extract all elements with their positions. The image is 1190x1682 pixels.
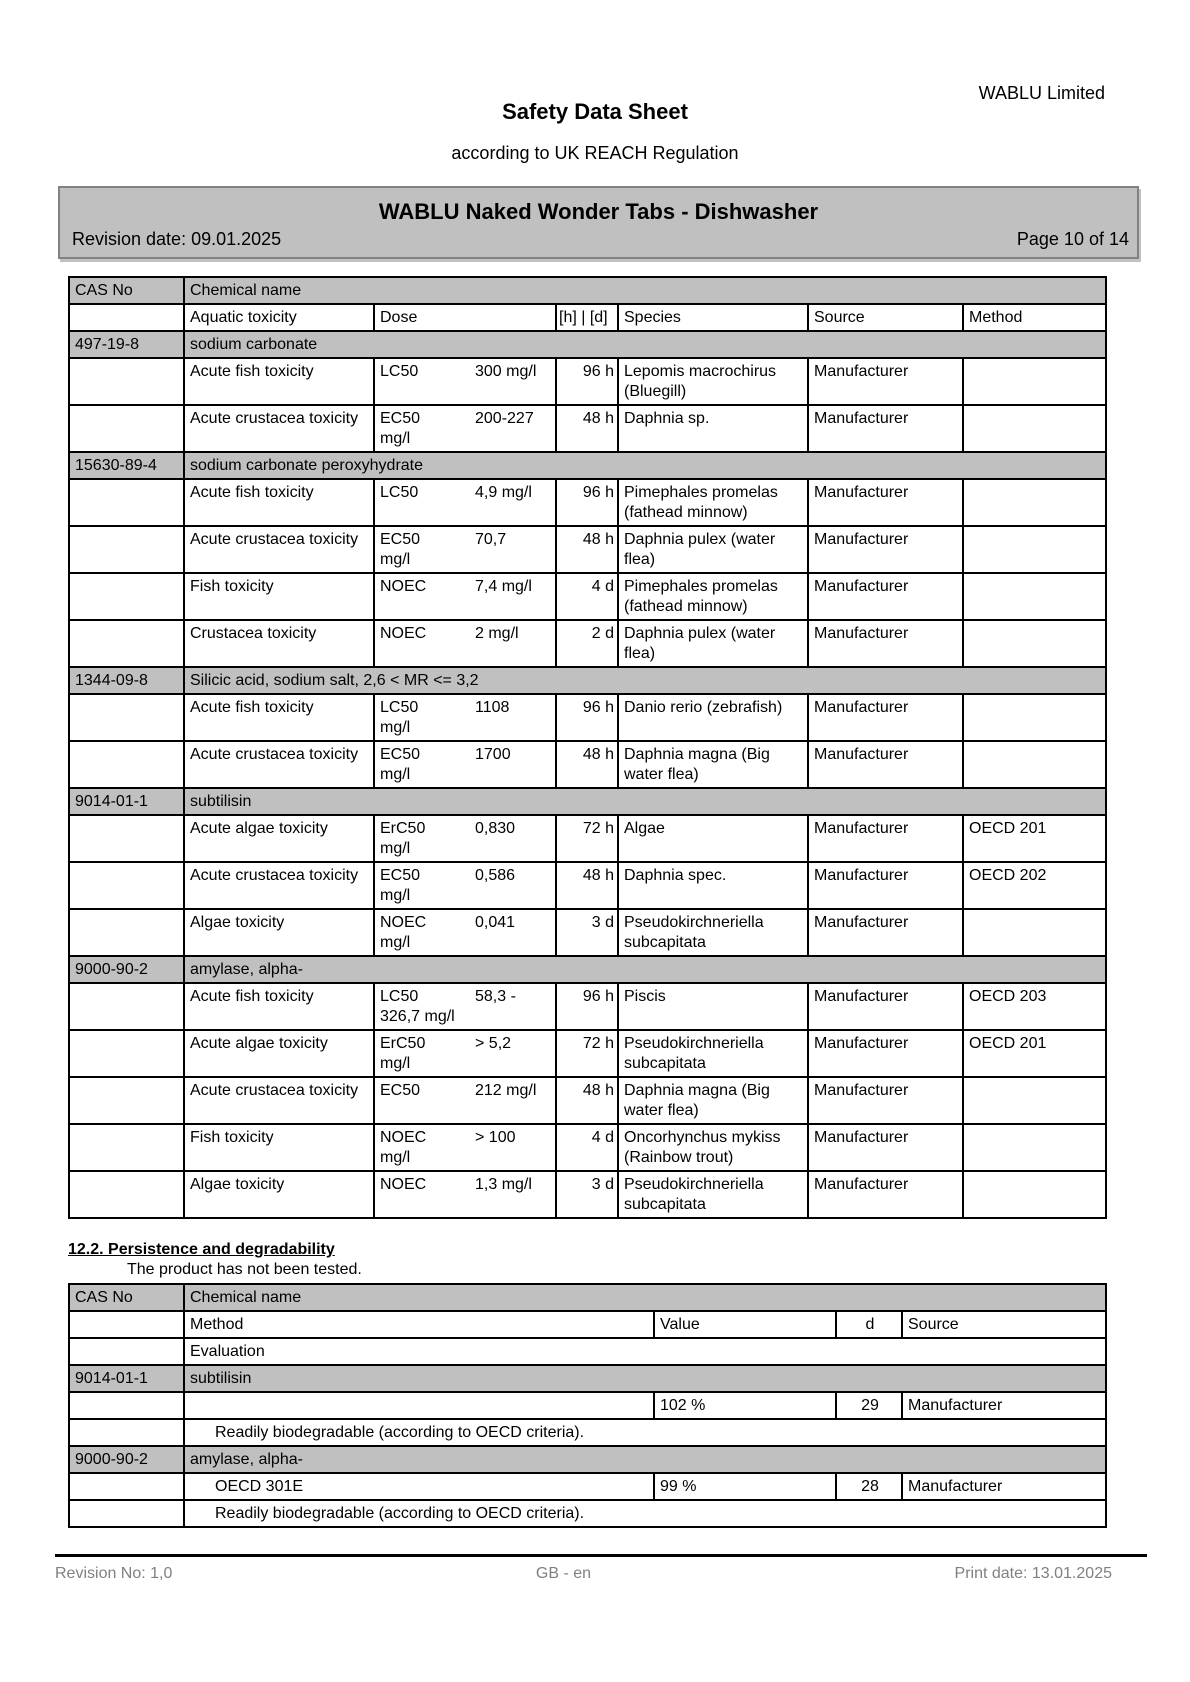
- substance-name: amylase, alpha-: [184, 956, 1106, 983]
- toxicity-data-row: [69, 620, 1106, 667]
- days-column-header: d: [836, 1311, 902, 1338]
- toxicity-type: Acute fish toxicity: [184, 479, 374, 526]
- cas-empty-cell: [69, 358, 184, 405]
- chemical-name-header: Chemical name: [184, 277, 1106, 304]
- test-method: OECD 201: [963, 1030, 1106, 1077]
- species: Pseudokirchneriella subcapitata: [618, 1171, 808, 1218]
- language-code: GB - en: [535, 1565, 592, 1582]
- species: Danio rerio (zebrafish): [618, 694, 808, 741]
- dose-cell: NOEC 7,4 mg/l: [374, 573, 556, 620]
- substance-name: subtilisin: [184, 1365, 1106, 1392]
- test-method: [963, 1124, 1106, 1171]
- substance-name: amylase, alpha-: [184, 1446, 1106, 1473]
- dose-cell: EC50 212 mg/l: [374, 1077, 556, 1124]
- species: Daphnia spec.: [618, 862, 808, 909]
- exposure-time: 3 d: [556, 909, 618, 956]
- method: [184, 1392, 654, 1419]
- exposure-time: 96 h: [556, 694, 618, 741]
- species: Daphnia magna (Big water flea): [618, 1077, 808, 1124]
- exposure-time: 48 h: [556, 1077, 618, 1124]
- substance-section-row: [69, 956, 1106, 983]
- exposure-time: 2 d: [556, 620, 618, 667]
- species-column-header: Species: [618, 304, 808, 331]
- cas-empty-cell: [69, 620, 184, 667]
- exposure-time: 96 h: [556, 479, 618, 526]
- test-method: [963, 573, 1106, 620]
- revision-number: Revision No: 1,0: [55, 1565, 173, 1582]
- dose-cell: LC50 4,9 mg/l: [374, 479, 556, 526]
- toxicity-data-row: [69, 862, 1106, 909]
- species: Piscis: [618, 983, 808, 1030]
- table-subheader-row: [69, 304, 1106, 331]
- cas-empty-cell: [69, 694, 184, 741]
- table-subheader-row: [69, 1311, 1106, 1338]
- substance-name: Silicic acid, sodium salt, 2,6 < MR <= 3,2: [184, 667, 1106, 694]
- product-name: WABLU Naked Wonder Tabs - Dishwasher: [378, 199, 819, 224]
- value-column-header: Value: [654, 1311, 836, 1338]
- dose-column-header: Dose: [374, 304, 556, 331]
- substance-name: sodium carbonate: [184, 331, 1106, 358]
- exposure-time: 48 h: [556, 405, 618, 452]
- dose-cell: NOEC 0,041 mg/l: [374, 909, 556, 956]
- cas-number: 15630-89-4: [69, 452, 184, 479]
- exposure-time: 48 h: [556, 862, 618, 909]
- source: Manufacturer: [808, 358, 963, 405]
- section-12-2-heading: 12.2. Persistence and degradability: [68, 1241, 335, 1258]
- toxicity-type: Algae toxicity: [184, 1171, 374, 1218]
- cas-empty-cell: [69, 909, 184, 956]
- cas-empty-cell: [69, 573, 184, 620]
- test-method: OECD 202: [963, 862, 1106, 909]
- document-subtitle: according to UK REACH Regulation: [451, 143, 739, 163]
- days: 29: [836, 1392, 902, 1419]
- substance-section-row: [69, 1446, 1106, 1473]
- toxicity-type: Acute algae toxicity: [184, 1030, 374, 1077]
- exposure-time: 3 d: [556, 1171, 618, 1218]
- cas-empty-cell: [69, 1124, 184, 1171]
- source-column-header: Source: [902, 1311, 1106, 1338]
- revision-date: Revision date: 09.01.2025: [72, 229, 282, 249]
- cas-empty-cell: [69, 741, 184, 788]
- toxicity-type: Acute crustacea toxicity: [184, 526, 374, 573]
- toxicity-data-row: [69, 1030, 1106, 1077]
- cas-empty-cell: [69, 405, 184, 452]
- source: Manufacturer: [808, 1077, 963, 1124]
- toxicity-type: Acute crustacea toxicity: [184, 741, 374, 788]
- cas-empty-cell: [69, 983, 184, 1030]
- species: Pimephales promelas (fathead minnow): [618, 479, 808, 526]
- toxicity-type: Acute crustacea toxicity: [184, 405, 374, 452]
- toxicity-data-row: [69, 1124, 1106, 1171]
- source: Manufacturer: [808, 1171, 963, 1218]
- exposure-time: 4 d: [556, 1124, 618, 1171]
- degradability-data-row: [69, 1473, 1106, 1500]
- exposure-time: 72 h: [556, 1030, 618, 1077]
- toxicity-type: Acute fish toxicity: [184, 358, 374, 405]
- source: Manufacturer: [902, 1392, 1106, 1419]
- toxicity-data-row: [69, 526, 1106, 573]
- substance-section-row: [69, 1365, 1106, 1392]
- test-method: [963, 479, 1106, 526]
- species: Daphnia pulex (water flea): [618, 620, 808, 667]
- substance-section-row: [69, 331, 1106, 358]
- document-title: Safety Data Sheet: [502, 99, 688, 124]
- cas-empty-cell: [69, 1311, 184, 1338]
- dose-cell: NOEC > 100 mg/l: [374, 1124, 556, 1171]
- species: Daphnia magna (Big water flea): [618, 741, 808, 788]
- species: Daphnia pulex (water flea): [618, 526, 808, 573]
- test-method: [963, 1077, 1106, 1124]
- dose-cell: EC50 1700 mg/l: [374, 741, 556, 788]
- cas-empty-cell: [69, 815, 184, 862]
- test-method: [963, 694, 1106, 741]
- source: Manufacturer: [808, 479, 963, 526]
- source: Manufacturer: [808, 983, 963, 1030]
- toxicity-type: Fish toxicity: [184, 1124, 374, 1171]
- exposure-time: 4 d: [556, 573, 618, 620]
- source: Manufacturer: [808, 620, 963, 667]
- dose-cell: EC50 200-227 mg/l: [374, 405, 556, 452]
- company-name: WABLU Limited: [978, 83, 1105, 103]
- test-method: [963, 741, 1106, 788]
- toxicity-type: Algae toxicity: [184, 909, 374, 956]
- section-12-2-note: The product has not been tested.: [127, 1261, 362, 1278]
- dose-cell: EC50 70,7 mg/l: [374, 526, 556, 573]
- table-header-row: [69, 1284, 1106, 1311]
- aquatic-toxicity-table: [68, 276, 1107, 1219]
- test-method: [963, 405, 1106, 452]
- source: Manufacturer: [808, 741, 963, 788]
- test-method: [963, 909, 1106, 956]
- species: Oncorhynchus mykiss (Rainbow trout): [618, 1124, 808, 1171]
- method-column-header: Method: [184, 1311, 654, 1338]
- cas-empty-cell: [69, 1419, 184, 1446]
- source: Manufacturer: [808, 526, 963, 573]
- exposure-time: 96 h: [556, 983, 618, 1030]
- cas-number: 9014-01-1: [69, 1365, 184, 1392]
- exposure-time: 96 h: [556, 358, 618, 405]
- page-number: Page 10 of 14: [1016, 229, 1129, 249]
- source: Manufacturer: [808, 1030, 963, 1077]
- toxicity-data-row: [69, 573, 1106, 620]
- species: Lepomis macrochirus (Bluegill): [618, 358, 808, 405]
- dose-cell: ErC50 0,830 mg/l: [374, 815, 556, 862]
- toxicity-data-row: [69, 983, 1106, 1030]
- footer-divider: [55, 1554, 1147, 1557]
- toxicity-type: Acute fish toxicity: [184, 694, 374, 741]
- product-header-box: [58, 186, 1139, 259]
- cas-empty-cell: [69, 1338, 184, 1365]
- days: 28: [836, 1473, 902, 1500]
- toxicity-data-row: [69, 1077, 1106, 1124]
- toxicity-data-row: [69, 1171, 1106, 1218]
- species: Pseudokirchneriella subcapitata: [618, 1030, 808, 1077]
- cas-empty-cell: [69, 1171, 184, 1218]
- test-method: [963, 526, 1106, 573]
- exposure-time: 48 h: [556, 526, 618, 573]
- toxicity-data-row: [69, 479, 1106, 526]
- dose-cell: ErC50 > 5,2 mg/l: [374, 1030, 556, 1077]
- substance-name: subtilisin: [184, 788, 1106, 815]
- cas-empty-cell: [69, 1473, 184, 1500]
- page-footer: [55, 1565, 1112, 1583]
- source-column-header: Source: [808, 304, 963, 331]
- evaluation-row: [69, 1419, 1106, 1446]
- substance-section-row: [69, 788, 1106, 815]
- cas-empty-cell: [69, 479, 184, 526]
- test-method: [963, 358, 1106, 405]
- toxicity-type: Acute algae toxicity: [184, 815, 374, 862]
- cas-empty-cell: [69, 1500, 184, 1527]
- test-method: [963, 1171, 1106, 1218]
- species: Daphnia sp.: [618, 405, 808, 452]
- cas-empty-cell: [69, 862, 184, 909]
- aquatic-toxicity-column-header: Aquatic toxicity: [184, 304, 374, 331]
- species: Pimephales promelas (fathead minnow): [618, 573, 808, 620]
- toxicity-data-row: [69, 694, 1106, 741]
- test-method: OECD 201: [963, 815, 1106, 862]
- toxicity-type: Acute crustacea toxicity: [184, 862, 374, 909]
- toxicity-data-row: [69, 815, 1106, 862]
- substance-name: sodium carbonate peroxyhydrate: [184, 452, 1106, 479]
- source: Manufacturer: [808, 862, 963, 909]
- evaluation-text: Readily biodegradable (according to OECD criteria).: [184, 1500, 1106, 1527]
- cas-no-header: CAS No: [69, 277, 184, 304]
- toxicity-type: Acute crustacea toxicity: [184, 1077, 374, 1124]
- species: Pseudokirchneriella subcapitata: [618, 909, 808, 956]
- dose-cell: LC50 58,3 - 326,7 mg/l: [374, 983, 556, 1030]
- degradability-data-row: [69, 1392, 1106, 1419]
- cas-empty-cell: [69, 526, 184, 573]
- cas-number: 9014-01-1: [69, 788, 184, 815]
- evaluation-text: Readily biodegradable (according to OECD criteria).: [184, 1419, 1106, 1446]
- chemical-name-header: Chemical name: [184, 1284, 1106, 1311]
- method: OECD 301E: [184, 1473, 654, 1500]
- test-method: OECD 203: [963, 983, 1106, 1030]
- source: Manufacturer: [808, 694, 963, 741]
- substance-section-row: [69, 452, 1106, 479]
- toxicity-type: Crustacea toxicity: [184, 620, 374, 667]
- dose-cell: NOEC 1,3 mg/l: [374, 1171, 556, 1218]
- cas-number: 9000-90-2: [69, 956, 184, 983]
- cas-empty-cell: [69, 304, 184, 331]
- toxicity-data-row: [69, 741, 1106, 788]
- print-date: Print date: 13.01.2025: [954, 1565, 1112, 1582]
- toxicity-type: Acute fish toxicity: [184, 983, 374, 1030]
- table-header-row: [69, 277, 1106, 304]
- cas-number: 9000-90-2: [69, 1446, 184, 1473]
- test-method: [963, 620, 1106, 667]
- cas-empty-cell: [69, 1030, 184, 1077]
- toxicity-data-row: [69, 909, 1106, 956]
- cas-number: 497-19-8: [69, 331, 184, 358]
- dose-cell: LC50 1108 mg/l: [374, 694, 556, 741]
- evaluation-row: [69, 1500, 1106, 1527]
- species: Algae: [618, 815, 808, 862]
- source: Manufacturer: [902, 1473, 1106, 1500]
- evaluation-header-row: [69, 1338, 1106, 1365]
- toxicity-data-row: [69, 405, 1106, 452]
- source: Manufacturer: [808, 909, 963, 956]
- evaluation-header: Evaluation: [184, 1338, 1106, 1365]
- exposure-time: 48 h: [556, 741, 618, 788]
- substance-section-row: [69, 667, 1106, 694]
- source: Manufacturer: [808, 1124, 963, 1171]
- method-column-header: Method: [963, 304, 1106, 331]
- source: Manufacturer: [808, 405, 963, 452]
- cas-empty-cell: [69, 1077, 184, 1124]
- dose-cell: LC50 300 mg/l: [374, 358, 556, 405]
- value: 99 %: [654, 1473, 836, 1500]
- time-column-header: [h] | [d]: [556, 304, 618, 331]
- source: Manufacturer: [808, 815, 963, 862]
- cas-no-header: CAS No: [69, 1284, 184, 1311]
- toxicity-data-row: [69, 358, 1106, 405]
- cas-empty-cell: [69, 1392, 184, 1419]
- value: 102 %: [654, 1392, 836, 1419]
- dose-cell: EC50 0,586 mg/l: [374, 862, 556, 909]
- toxicity-type: Fish toxicity: [184, 573, 374, 620]
- dose-cell: NOEC 2 mg/l: [374, 620, 556, 667]
- source: Manufacturer: [808, 573, 963, 620]
- cas-number: 1344-09-8: [69, 667, 184, 694]
- exposure-time: 72 h: [556, 815, 618, 862]
- degradability-table: [68, 1283, 1107, 1528]
